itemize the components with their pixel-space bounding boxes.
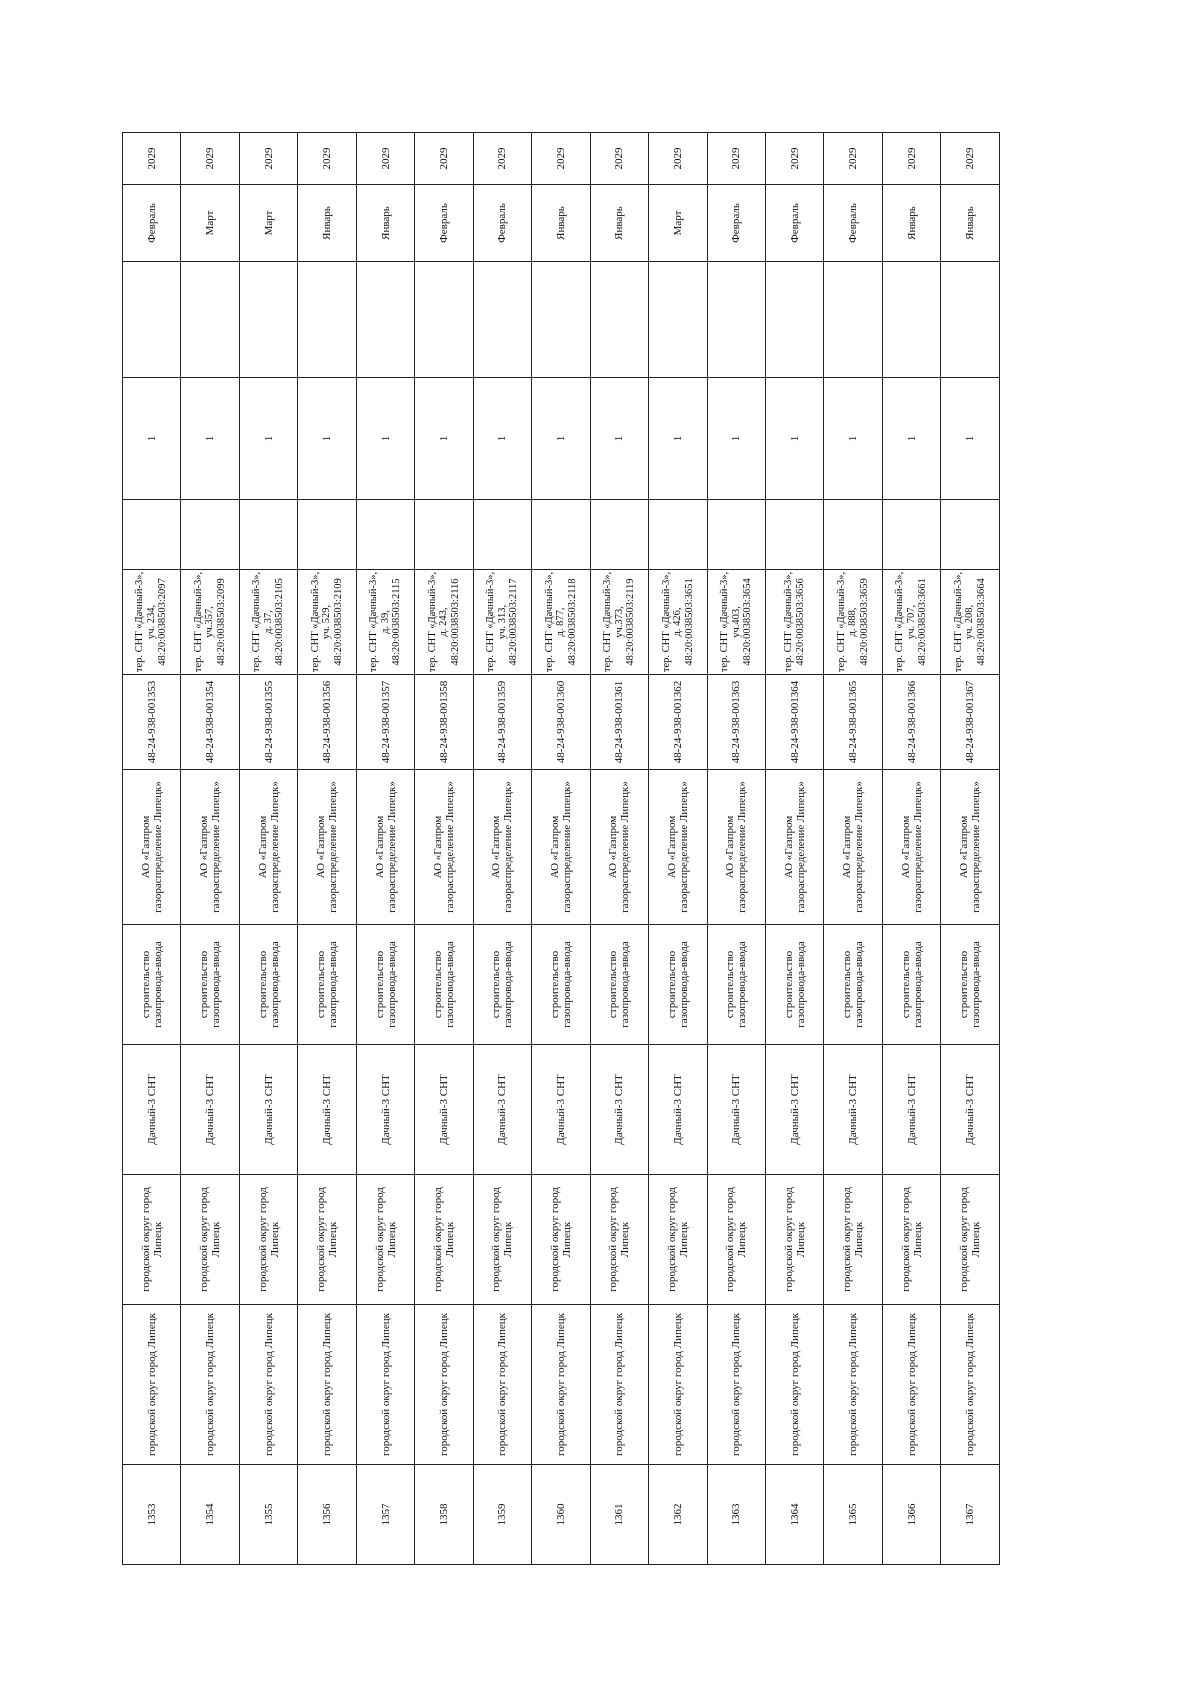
count-cell: 1: [941, 378, 1000, 500]
municipality-cell: городской округ город Липецк: [356, 1305, 414, 1465]
year-cell: 2029: [590, 133, 648, 185]
municipality-cell: городской округ город Липецк: [707, 1305, 765, 1465]
count-cell: 1: [356, 378, 414, 500]
work-type-cell: строительство газопровода-ввода: [882, 925, 940, 1045]
registry-number-cell: 48-24-938-001354: [181, 675, 239, 770]
empty-cell: [824, 262, 882, 378]
organization-cell: АО «Газпром газораспределение Липецк»: [298, 770, 356, 925]
work-type-cell: строительство газопровода-ввода: [707, 925, 765, 1045]
registry-number-cell: 48-24-938-001358: [415, 675, 473, 770]
settlement-cell: Дачный-3 СНТ: [532, 1045, 590, 1175]
month-cell: Февраль: [824, 185, 882, 262]
row-number-cell: 1361: [590, 1465, 648, 1565]
table-row: [649, 133, 707, 1565]
registry-number-cell: 48-24-938-001363: [707, 675, 765, 770]
count-cell: 1: [882, 378, 940, 500]
month-cell: Март: [239, 185, 297, 262]
year-cell: 2029: [532, 133, 590, 185]
row-number-cell: 1353: [123, 1465, 181, 1565]
settlement-district-cell: городской округ город Липецк: [941, 1175, 1000, 1305]
settlement-district-cell: городской округ город Липецк: [649, 1175, 707, 1305]
empty-cell: [590, 262, 648, 378]
work-type-cell: строительство газопровода-ввода: [532, 925, 590, 1045]
municipality-cell: городской округ город Липецк: [415, 1305, 473, 1465]
year-cell: 2029: [941, 133, 1000, 185]
row-number-cell: 1358: [415, 1465, 473, 1565]
empty-cell: [123, 500, 181, 570]
settlement-cell: Дачный-3 СНТ: [123, 1045, 181, 1175]
settlement-district-cell: городской округ город Липецк: [415, 1175, 473, 1305]
empty-cell: [298, 262, 356, 378]
empty-cell: [882, 500, 940, 570]
month-cell: Январь: [590, 185, 648, 262]
year-cell: 2029: [298, 133, 356, 185]
work-type-cell: строительство газопровода-ввода: [473, 925, 531, 1045]
month-cell: Февраль: [473, 185, 531, 262]
organization-cell: АО «Газпром газораспределение Липецк»: [181, 770, 239, 925]
count-cell: 1: [532, 378, 590, 500]
settlement-district-cell: городской округ город Липецк: [765, 1175, 823, 1305]
count-cell: 1: [473, 378, 531, 500]
work-type-cell: строительство газопровода-ввода: [765, 925, 823, 1045]
registry-number-cell: 48-24-938-001357: [356, 675, 414, 770]
municipality-cell: городской округ город Липецк: [473, 1305, 531, 1465]
organization-cell: АО «Газпром газораспределение Липецк»: [882, 770, 940, 925]
settlement-district-cell: городской округ город Липецк: [882, 1175, 940, 1305]
empty-cell: [649, 500, 707, 570]
organization-cell: АО «Газпром газораспределение Липецк»: [590, 770, 648, 925]
year-cell: 2029: [649, 133, 707, 185]
year-cell: 2029: [765, 133, 823, 185]
empty-cell: [473, 262, 531, 378]
municipality-cell: городской округ город Липецк: [941, 1305, 1000, 1465]
table-row: [765, 133, 823, 1565]
municipality-cell: городской округ город Липецк: [532, 1305, 590, 1465]
empty-cell: [415, 500, 473, 570]
organization-cell: АО «Газпром газораспределение Липецк»: [123, 770, 181, 925]
organization-cell: АО «Газпром газораспределение Липецк»: [415, 770, 473, 925]
table-row: [824, 133, 882, 1565]
month-cell: Февраль: [123, 185, 181, 262]
year-cell: 2029: [181, 133, 239, 185]
year-cell: 2029: [415, 133, 473, 185]
table-row: [707, 133, 765, 1565]
row-number-cell: 1363: [707, 1465, 765, 1565]
empty-cell: [239, 500, 297, 570]
empty-cell: [181, 262, 239, 378]
municipality-cell: городской округ город Липецк: [882, 1305, 940, 1465]
settlement-cell: Дачный-3 СНТ: [824, 1045, 882, 1175]
municipality-cell: городской округ город Липецк: [181, 1305, 239, 1465]
work-type-cell: строительство газопровода-ввода: [123, 925, 181, 1045]
year-cell: 2029: [707, 133, 765, 185]
count-cell: 1: [590, 378, 648, 500]
table-row: [239, 133, 297, 1565]
work-type-cell: строительство газопровода-ввода: [941, 925, 1000, 1045]
month-cell: Январь: [941, 185, 1000, 262]
empty-cell: [181, 500, 239, 570]
registry-number-cell: 48-24-938-001362: [649, 675, 707, 770]
count-cell: 1: [298, 378, 356, 500]
settlement-district-cell: городской округ город Липецк: [590, 1175, 648, 1305]
empty-cell: [298, 500, 356, 570]
month-cell: Январь: [298, 185, 356, 262]
year-cell: 2029: [824, 133, 882, 185]
row-number-cell: 1366: [882, 1465, 940, 1565]
municipality-cell: городской округ город Липецк: [765, 1305, 823, 1465]
table-row: [356, 133, 414, 1565]
organization-cell: АО «Газпром газораспределение Липецк»: [649, 770, 707, 925]
settlement-cell: Дачный-3 СНТ: [941, 1045, 1000, 1175]
row-number-cell: 1355: [239, 1465, 297, 1565]
count-cell: 1: [181, 378, 239, 500]
municipality-cell: городской округ город Липецк: [824, 1305, 882, 1465]
registry-number-cell: 48-24-938-001365: [824, 675, 882, 770]
settlement-district-cell: городской округ город Липецк: [239, 1175, 297, 1305]
empty-cell: [707, 500, 765, 570]
row-number-cell: 1367: [941, 1465, 1000, 1565]
work-type-cell: строительство газопровода-ввода: [415, 925, 473, 1045]
count-cell: 1: [707, 378, 765, 500]
year-cell: 2029: [239, 133, 297, 185]
registry-number-cell: 48-24-938-001360: [532, 675, 590, 770]
work-type-cell: строительство газопровода-ввода: [356, 925, 414, 1045]
work-type-cell: строительство газопровода-ввода: [649, 925, 707, 1045]
empty-cell: [765, 262, 823, 378]
organization-cell: АО «Газпром газораспределение Липецк»: [765, 770, 823, 925]
empty-cell: [941, 262, 1000, 378]
municipality-cell: городской округ город Липецк: [123, 1305, 181, 1465]
settlement-cell: Дачный-3 СНТ: [882, 1045, 940, 1175]
address-cell: тер. СНТ «Дачный-3», д. 877, 48:20:0038503:2118: [532, 570, 590, 675]
address-cell: тер. СНТ «Дачный-3», уч.373, 48:20:0038503:2119: [590, 570, 648, 675]
row-number-cell: 1360: [532, 1465, 590, 1565]
address-cell: тер. СНТ «Дачный-3», д. 426, 48:20:0038503:3651: [649, 570, 707, 675]
municipality-cell: городской округ город Липецк: [649, 1305, 707, 1465]
settlement-district-cell: городской округ город Липецк: [532, 1175, 590, 1305]
empty-cell: [356, 500, 414, 570]
registry-number-cell: 48-24-938-001355: [239, 675, 297, 770]
address-cell: тер. СНТ «Дачный-3», д. 37, 48:20:0038503:2105: [239, 570, 297, 675]
empty-cell: [824, 500, 882, 570]
row-number-cell: 1356: [298, 1465, 356, 1565]
row-number-cell: 1364: [765, 1465, 823, 1565]
empty-cell: [239, 262, 297, 378]
row-number-cell: 1354: [181, 1465, 239, 1565]
settlement-cell: Дачный-3 СНТ: [649, 1045, 707, 1175]
month-cell: Январь: [532, 185, 590, 262]
month-cell: Март: [649, 185, 707, 262]
month-cell: Февраль: [765, 185, 823, 262]
empty-cell: [765, 500, 823, 570]
month-cell: Январь: [882, 185, 940, 262]
municipality-cell: городской округ город Липецк: [239, 1305, 297, 1465]
count-cell: 1: [415, 378, 473, 500]
year-cell: 2029: [356, 133, 414, 185]
settlement-district-cell: городской округ город Липецк: [181, 1175, 239, 1305]
count-cell: 1: [824, 378, 882, 500]
address-cell: тер. СНТ «Дачный-3», уч. 208, 48:20:0038503:3664: [941, 570, 1000, 675]
row-number-cell: 1357: [356, 1465, 414, 1565]
table-row: [298, 133, 356, 1565]
work-type-cell: строительство газопровода-ввода: [239, 925, 297, 1045]
table-row: [590, 133, 648, 1565]
count-cell: 1: [239, 378, 297, 500]
table-row: [473, 133, 531, 1565]
month-cell: Февраль: [707, 185, 765, 262]
settlement-district-cell: городской округ город Липецк: [123, 1175, 181, 1305]
address-cell: тер. СНТ «Дачный-3», уч. 707, 48:20:0038503:3661: [882, 570, 940, 675]
year-cell: 2029: [473, 133, 531, 185]
address-cell: тер. СНТ «Дачный-3», уч. 313, 48:20:0038503:2117: [473, 570, 531, 675]
settlement-cell: Дачный-3 СНТ: [239, 1045, 297, 1175]
organization-cell: АО «Газпром газораспределение Липецк»: [707, 770, 765, 925]
count-cell: 1: [649, 378, 707, 500]
registry-number-cell: 48-24-938-001361: [590, 675, 648, 770]
address-cell: тер. СНТ «Дачный-3», уч. 529, 48:20:0038503:2109: [298, 570, 356, 675]
empty-cell: [882, 262, 940, 378]
empty-cell: [707, 262, 765, 378]
table-row: [941, 133, 1000, 1565]
empty-cell: [473, 500, 531, 570]
organization-cell: АО «Газпром газораспределение Липецк»: [941, 770, 1000, 925]
month-cell: Январь: [356, 185, 414, 262]
address-cell: тер. СНТ «Дачный-3», д. 888, 48:20:0038503:3659: [824, 570, 882, 675]
empty-cell: [532, 262, 590, 378]
month-cell: Февраль: [415, 185, 473, 262]
address-cell: тер. СНТ «Дачный-3», д. 243, 48:20:0038503:2116: [415, 570, 473, 675]
settlement-district-cell: городской округ город Липецк: [473, 1175, 531, 1305]
settlement-cell: Дачный-3 СНТ: [707, 1045, 765, 1175]
empty-cell: [941, 500, 1000, 570]
settlement-cell: Дачный-3 СНТ: [181, 1045, 239, 1175]
empty-cell: [532, 500, 590, 570]
table-row: [415, 133, 473, 1565]
settlement-cell: Дачный-3 СНТ: [590, 1045, 648, 1175]
settlement-cell: Дачный-3 СНТ: [356, 1045, 414, 1175]
empty-cell: [590, 500, 648, 570]
organization-cell: АО «Газпром газораспределение Липецк»: [473, 770, 531, 925]
table-row: [882, 133, 940, 1565]
settlement-cell: Дачный-3 СНТ: [298, 1045, 356, 1175]
organization-cell: АО «Газпром газораспределение Липецк»: [824, 770, 882, 925]
empty-cell: [123, 262, 181, 378]
count-cell: 1: [765, 378, 823, 500]
work-type-cell: строительство газопровода-ввода: [298, 925, 356, 1045]
address-cell: тер. СНТ «Дачный-3», уч. 234, 48:20:0038503:2097: [123, 570, 181, 675]
month-cell: Март: [181, 185, 239, 262]
settlement-cell: Дачный-3 СНТ: [473, 1045, 531, 1175]
settlement-cell: Дачный-3 СНТ: [765, 1045, 823, 1175]
gas-connection-table: [122, 132, 1000, 1565]
registry-number-cell: 48-24-938-001359: [473, 675, 531, 770]
registry-number-cell: 48-24-938-001353: [123, 675, 181, 770]
settlement-district-cell: городской округ город Липецк: [824, 1175, 882, 1305]
empty-cell: [356, 262, 414, 378]
municipality-cell: городской округ город Липецк: [298, 1305, 356, 1465]
municipality-cell: городской округ город Липецк: [590, 1305, 648, 1465]
settlement-district-cell: городской округ город Липецк: [356, 1175, 414, 1305]
table-row: [532, 133, 590, 1565]
empty-cell: [649, 262, 707, 378]
settlement-district-cell: городской округ город Липецк: [298, 1175, 356, 1305]
rotated-table-page: [122, 133, 1000, 1565]
work-type-cell: строительство газопровода-ввода: [181, 925, 239, 1045]
settlement-cell: Дачный-3 СНТ: [415, 1045, 473, 1175]
address-cell: тер. СНТ «Дачный-3», 48:20:0038503:3656: [765, 570, 823, 675]
work-type-cell: строительство газопровода-ввода: [824, 925, 882, 1045]
registry-number-cell: 48-24-938-001366: [882, 675, 940, 770]
year-cell: 2029: [882, 133, 940, 185]
registry-number-cell: 48-24-938-001364: [765, 675, 823, 770]
organization-cell: АО «Газпром газораспределение Липецк»: [356, 770, 414, 925]
year-cell: 2029: [123, 133, 181, 185]
table-row: [181, 133, 239, 1565]
address-cell: тер. СНТ «Дачный-3», уч.357, 48:20:0038503:2099: [181, 570, 239, 675]
table-row: [123, 133, 181, 1565]
address-cell: тер. СНТ «Дачный-3», уч.403, 48:20:0038503:3654: [707, 570, 765, 675]
row-number-cell: 1365: [824, 1465, 882, 1565]
registry-number-cell: 48-24-938-001367: [941, 675, 1000, 770]
settlement-district-cell: городской округ город Липецк: [707, 1175, 765, 1305]
row-number-cell: 1362: [649, 1465, 707, 1565]
row-number-cell: 1359: [473, 1465, 531, 1565]
organization-cell: АО «Газпром газораспределение Липецк»: [532, 770, 590, 925]
organization-cell: АО «Газпром газораспределение Липецк»: [239, 770, 297, 925]
work-type-cell: строительство газопровода-ввода: [590, 925, 648, 1045]
address-cell: тер. СНТ «Дачный-3», д. 39, 48:20:0038503:2115: [356, 570, 414, 675]
empty-cell: [415, 262, 473, 378]
count-cell: 1: [123, 378, 181, 500]
registry-number-cell: 48-24-938-001356: [298, 675, 356, 770]
